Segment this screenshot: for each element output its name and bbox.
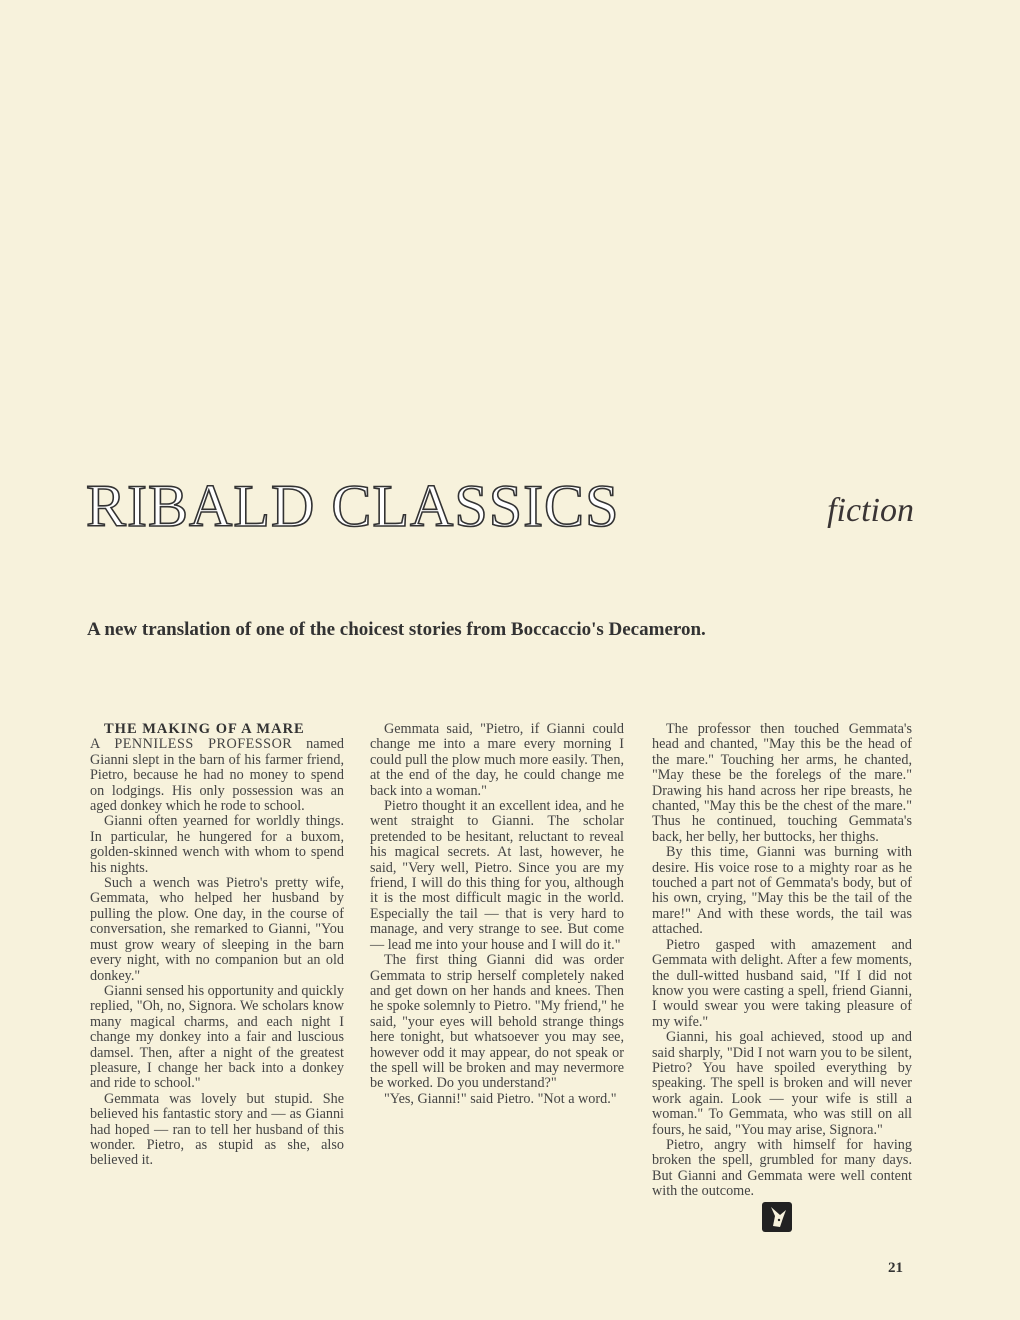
section-label: fiction	[827, 492, 914, 529]
story-paragraph: Pietro thought it an excellent idea, and he went straight to Gianni. The scholar pretended to be hesitant, reluctant to reveal his magical secrets. At last, however, he said, "Very well, Pietro. Since you are my friend, I will do this thing for you, although it is the most difficult magic in the world. Especially the tail — that is very hard to manage, and very strange to see. But come — lead me into your house and I will do it."	[370, 798, 624, 953]
page-title: RIBALD CLASSICS	[86, 473, 620, 539]
story-paragraph: Gemmata was lovely but stupid. She believed his fantastic story and — as Gianni had hoped — ran to tell her husband of this wonder. Pietro, as stupid as she, also believed it.	[90, 1090, 344, 1169]
story-paragraph: Gianni sensed his opportunity and quickly replied, "Oh, no, Signora. We scholars know many magical charms, and each night I change my donkey into a fair and luscious damsel. Then, after a night of the greatest pleasure, I change her back into a donkey and ride to school."	[90, 982, 344, 1092]
story-paragraph: Pietro, angry with himself for having broken the spell, grumbled for many days. But Gianni and Gemmata were well content with the outcome.	[652, 1136, 912, 1200]
story-paragraph: "Yes, Gianni!" said Pietro. "Not a word."	[384, 1090, 617, 1107]
story-paragraph: By this time, Gianni was burning with desire. His voice rose to a mighty roar as he touched a part not of Gemmata's body, but of his own, crying, "May this be the tail of the mare!" And with these words, the tail was attached.	[652, 844, 912, 938]
rabbit-head-icon	[762, 1202, 792, 1232]
page-subtitle: A new translation of one of the choicest stories from Boccaccio's Decameron.	[87, 619, 706, 640]
story-paragraph: Pietro gasped with amazement and Gemmata with delight. After a few moments, the dull-witted husband said, "If I did not know you were casting a spell, friend Gianni, I would swear you were taking pleasure of my wife."	[652, 936, 912, 1030]
story-paragraph: Such a wench was Pietro's pretty wife, Gemmata, who helped her husband by pulling the plow. One day, in the course of conversation, she remarked to Gianni, "You must grow weary of sleeping in the barn every night, with no companion but an old donkey."	[90, 875, 344, 984]
story-title: THE MAKING OF A MARE	[104, 721, 305, 737]
text-column-3	[652, 722, 912, 1200]
lead-in: A PENNILESS PROFESSOR	[90, 736, 293, 753]
story-paragraph: The first thing Gianni did was order Gemmata to strip herself completely naked and get down on her hands and knees. Then he spoke solemnly to Pietro. "My friend," he said, "your eyes will behold strange things here tonight, but whatsoever you may see, however odd it may appear, do not speak or the spell will be broken and may nevermore be worked. Do you understand?"	[370, 952, 624, 1092]
story-paragraph: Gemmata said, "Pietro, if Gianni could change me into a mare every morning I could pull the plow much more easily. Then, at the end of the day, he could change me back into a woman."	[370, 721, 624, 799]
story-paragraph: Gianni often yearned for worldly things. In particular, he hungered for a buxom, golden-skinned wench with whom to spend his nights.	[90, 813, 344, 876]
story-paragraph: Gianni, his goal achieved, stood up and said sharply, "Did I not warn you to be silent, Pietro? You have spoiled everything by speaking. The spell is broken and will never work again. Look — your wife is still a woman." To Gemmata, who was still on all fours, he said, "You may arise, Signora."	[652, 1029, 912, 1138]
text-column-2	[370, 722, 624, 1107]
text-column-1	[90, 722, 344, 1169]
story-paragraph: The professor then touched Gemmata's head and chanted, "May this be the head of the mare." Touching her arms, he chanted, "May these be the forelegs of the mare." Drawing his hand across her ripe breasts, he chanted, "May this be the chest of the mare." Thus he continued, touching Gemmata's back, her belly, her buttocks, her thighs.	[652, 721, 912, 845]
story-paragraph: A PENNILESS PROFESSOR named Gianni slept in the barn of his farmer friend, Pietro, because he had no money to spend on lodgings. His only possession was an aged donkey which he rode to school.	[90, 736, 344, 815]
page-number: 21	[888, 1260, 903, 1276]
